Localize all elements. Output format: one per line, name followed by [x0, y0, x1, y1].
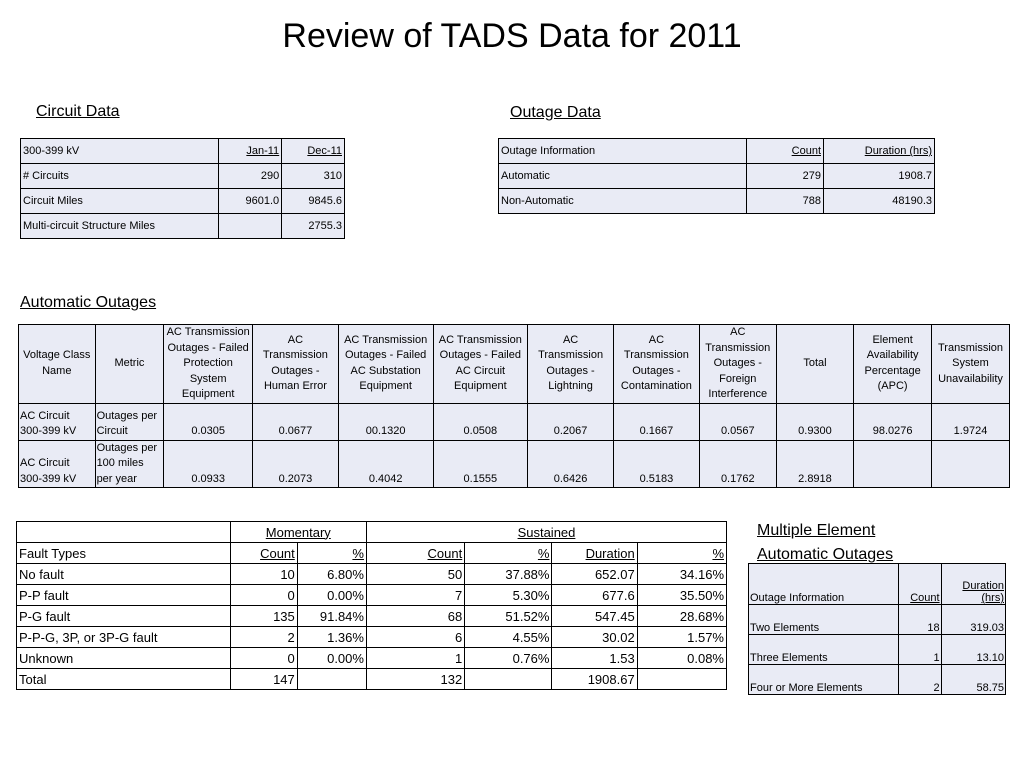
- table-cell: 1: [898, 635, 941, 665]
- table-cell: Non-Automatic: [499, 189, 747, 214]
- multiple-element-table: [748, 563, 1006, 695]
- multiple-element-heading-line2: Automatic Outages: [757, 546, 894, 563]
- table-cell: 10: [230, 564, 297, 585]
- table-cell: No fault: [17, 564, 231, 585]
- table-cell: AC Transmission Outages - Human Error: [253, 325, 339, 404]
- table-cell: P-G fault: [17, 606, 231, 627]
- table-cell: AC Transmission Outages - Lightning: [528, 325, 614, 404]
- table-cell: AC Transmission Outages - Failed Protection System Equipment: [164, 325, 253, 404]
- table-cell: 300-399 kV: [21, 139, 219, 164]
- table-cell: 0.0508: [433, 403, 528, 440]
- table-cell: Outage Information: [499, 139, 747, 164]
- table-cell: 547.45: [552, 606, 637, 627]
- table-row: [21, 214, 345, 239]
- table-cell: 0.5183: [613, 440, 699, 488]
- table-cell: 0.4042: [338, 440, 433, 488]
- table-cell: Multi-circuit Structure Miles: [21, 214, 219, 239]
- table-row: [17, 522, 727, 543]
- table-row: [499, 189, 935, 214]
- table-cell: [219, 214, 282, 239]
- table-row: [21, 164, 345, 189]
- table-cell: %: [637, 543, 726, 564]
- table-cell: [932, 440, 1010, 488]
- table-cell: 0.1555: [433, 440, 528, 488]
- table-row: [17, 606, 727, 627]
- page-title: Review of TADS Data for 2011: [282, 17, 742, 55]
- table-cell: 147: [230, 669, 297, 690]
- table-cell: 132: [366, 669, 464, 690]
- table-cell: 0.0677: [253, 403, 339, 440]
- table-row: [17, 669, 727, 690]
- table-cell: [637, 669, 726, 690]
- table-cell: 28.68%: [637, 606, 726, 627]
- table-cell: Element Availability Percentage (APC): [854, 325, 932, 404]
- table-row: [17, 627, 727, 648]
- table-cell: [854, 440, 932, 488]
- multiple-element-heading-line1: Multiple Element: [757, 522, 876, 539]
- table-cell: 290: [219, 164, 282, 189]
- table-cell: Metric: [95, 325, 164, 404]
- table-cell: Outages per Circuit: [95, 403, 164, 440]
- table-cell: Outage Information: [749, 564, 899, 605]
- table-row: [749, 635, 1006, 665]
- table-cell: Voltage Class Name: [19, 325, 96, 404]
- automatic-outages-table: [18, 324, 1010, 488]
- table-cell: 6.80%: [297, 564, 366, 585]
- table-cell: Transmission System Unavailability: [932, 325, 1010, 404]
- table-cell: 319.03: [941, 605, 1005, 635]
- table-cell: 0.00%: [297, 585, 366, 606]
- table-cell: Automatic: [499, 164, 747, 189]
- table-cell: 310: [282, 164, 345, 189]
- table-cell: 13.10: [941, 635, 1005, 665]
- table-cell: Count: [366, 543, 464, 564]
- table-row: [17, 543, 727, 564]
- outage-data-heading: Outage Data: [510, 104, 601, 121]
- table-cell: 0.0567: [699, 403, 776, 440]
- table-cell: 788: [747, 189, 824, 214]
- multiple-element-heading: [757, 519, 893, 567]
- table-cell: 68: [366, 606, 464, 627]
- table-cell: 35.50%: [637, 585, 726, 606]
- table-row: [17, 564, 727, 585]
- table-cell: 2755.3: [282, 214, 345, 239]
- table-cell: 30.02: [552, 627, 637, 648]
- table-cell: Jan-11: [219, 139, 282, 164]
- table-cell: 34.16%: [637, 564, 726, 585]
- table-cell: 4.55%: [465, 627, 552, 648]
- outage-data-table: [498, 138, 935, 214]
- table-cell: 0: [230, 585, 297, 606]
- table-cell: Duration (hrs): [941, 564, 1005, 605]
- table-cell: 5.30%: [465, 585, 552, 606]
- table-row: [21, 139, 345, 164]
- table-cell: Total: [776, 325, 854, 404]
- table-row: [499, 164, 935, 189]
- table-cell: 50: [366, 564, 464, 585]
- table-row: [749, 605, 1006, 635]
- table-cell: 0.08%: [637, 648, 726, 669]
- circuit-data-table: [20, 138, 345, 239]
- table-cell: 2.8918: [776, 440, 854, 488]
- table-cell: 9601.0: [219, 189, 282, 214]
- table-cell: Total: [17, 669, 231, 690]
- table-cell: 135: [230, 606, 297, 627]
- table-cell: %: [297, 543, 366, 564]
- table-row: [19, 440, 1010, 488]
- table-cell: Duration: [552, 543, 637, 564]
- table-cell: 18: [898, 605, 941, 635]
- table-cell: 0.0305: [164, 403, 253, 440]
- table-cell: [297, 669, 366, 690]
- table-cell: Circuit Miles: [21, 189, 219, 214]
- table-row: [749, 564, 1006, 605]
- table-cell: Count: [230, 543, 297, 564]
- fault-types-table: [16, 521, 727, 690]
- table-cell: 0.9300: [776, 403, 854, 440]
- table-cell: Two Elements: [749, 605, 899, 635]
- table-cell: # Circuits: [21, 164, 219, 189]
- table-cell: 98.0276: [854, 403, 932, 440]
- table-cell: %: [465, 543, 552, 564]
- table-cell: P-P fault: [17, 585, 231, 606]
- table-cell: AC Circuit 300-399 kV: [19, 403, 96, 440]
- table-cell: 1908.7: [824, 164, 935, 189]
- table-cell: 2: [230, 627, 297, 648]
- circuit-data-heading: Circuit Data: [36, 103, 120, 120]
- table-cell: [465, 669, 552, 690]
- sustained-group-header: Sustained: [366, 522, 726, 543]
- table-cell: 7: [366, 585, 464, 606]
- table-cell: AC Transmission Outages - Failed AC Substation Equipment: [338, 325, 433, 404]
- table-cell: 1.53: [552, 648, 637, 669]
- table-cell: 0.76%: [465, 648, 552, 669]
- table-cell: 2: [898, 665, 941, 695]
- table-cell: Duration (hrs): [824, 139, 935, 164]
- table-cell: AC Transmission Outages - Failed AC Circuit Equipment: [433, 325, 528, 404]
- table-row: [17, 585, 727, 606]
- table-cell: 6: [366, 627, 464, 648]
- table-cell: AC Transmission Outages - Contamination: [613, 325, 699, 404]
- table-cell: 91.84%: [297, 606, 366, 627]
- table-cell: P-P-G, 3P, or 3P-G fault: [17, 627, 231, 648]
- table-row: [17, 648, 727, 669]
- table-cell: Dec-11: [282, 139, 345, 164]
- table-cell: 00.1320: [338, 403, 433, 440]
- table-cell: 0.6426: [528, 440, 614, 488]
- table-cell: Fault Types: [17, 543, 231, 564]
- table-cell: 0.0933: [164, 440, 253, 488]
- table-cell: 1.9724: [932, 403, 1010, 440]
- table-cell: 1908.67: [552, 669, 637, 690]
- table-cell: Unknown: [17, 648, 231, 669]
- momentary-group-header: Momentary: [230, 522, 366, 543]
- table-cell: 48190.3: [824, 189, 935, 214]
- table-row: [21, 189, 345, 214]
- table-cell: 0.1667: [613, 403, 699, 440]
- automatic-outages-heading: Automatic Outages: [20, 294, 157, 311]
- table-cell: 677.6: [552, 585, 637, 606]
- table-cell: 37.88%: [465, 564, 552, 585]
- table-cell: Count: [747, 139, 824, 164]
- table-cell: 0.2073: [253, 440, 339, 488]
- table-cell: 1: [366, 648, 464, 669]
- table-cell: Four or More Elements: [749, 665, 899, 695]
- table-row: [499, 139, 935, 164]
- table-cell: AC Transmission Outages - Foreign Interference: [699, 325, 776, 404]
- table-cell: 0.1762: [699, 440, 776, 488]
- table-cell: 279: [747, 164, 824, 189]
- table-row: [19, 325, 1010, 404]
- table-cell: 652.07: [552, 564, 637, 585]
- table-cell: 58.75: [941, 665, 1005, 695]
- table-cell: 1.57%: [637, 627, 726, 648]
- table-cell: 51.52%: [465, 606, 552, 627]
- table-cell: 0.00%: [297, 648, 366, 669]
- table-cell: Count: [898, 564, 941, 605]
- table-row: [749, 665, 1006, 695]
- table-row: [19, 403, 1010, 440]
- table-cell: AC Circuit 300-399 kV: [19, 440, 96, 488]
- table-cell: [17, 522, 231, 543]
- table-cell: 1.36%: [297, 627, 366, 648]
- table-cell: 0.2067: [528, 403, 614, 440]
- table-cell: 9845.6: [282, 189, 345, 214]
- table-cell: Outages per 100 miles per year: [95, 440, 164, 488]
- table-cell: Three Elements: [749, 635, 899, 665]
- table-cell: 0: [230, 648, 297, 669]
